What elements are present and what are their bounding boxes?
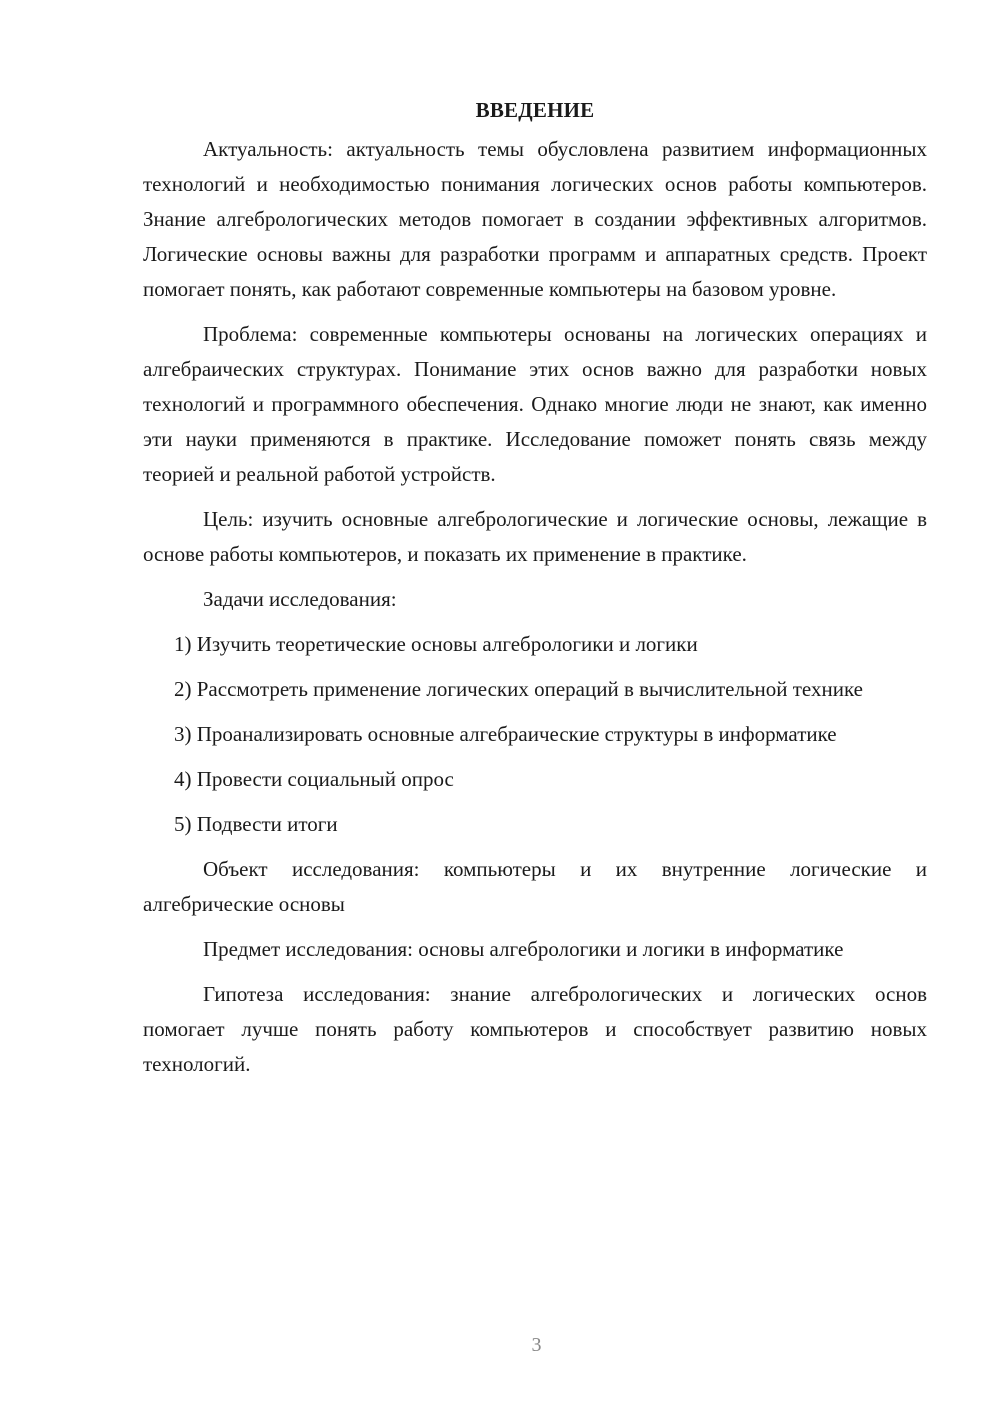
tasks-heading: Задачи исследования: — [203, 587, 397, 611]
page-number: 3 — [531, 1334, 542, 1356]
object-paragraph: Объект исследования: компьютеры и их внутренние логические и алгебрические основы — [143, 857, 927, 916]
task-item: 1) Изучить теоретические основы алгебрологики и логики — [174, 632, 698, 656]
subject-paragraph: Предмет исследования: основы алгебрологики и логики в информатике — [203, 937, 844, 961]
task-item: 2) Рассмотреть применение логических операций в вычислительной технике — [174, 677, 863, 701]
task-item: 3) Проанализировать основные алгебраические структуры в информатике — [174, 722, 837, 746]
task-item: 4) Провести социальный опрос — [174, 767, 454, 791]
tasks-list — [143, 627, 927, 842]
goal-paragraph: Цель: изучить основные алгебрологические и логические основы, лежащие в основе работы компьютеров, и показать их применение в практике. — [143, 507, 927, 566]
section-title: ВВЕДЕНИЕ — [475, 98, 595, 122]
relevance-paragraph: Актуальность: актуальность темы обусловлена развитием информационных технологий и необходимостью понимания логических основ работы компьютеров. Знание алгебрологических методов помогает в создании эффективных алгоритмов. Логические основы важны для разработки программ и аппаратных средств. Проект помогает понять, как работают современные компьютеры на базовом уровне. — [143, 137, 927, 301]
hypothesis-paragraph: Гипотеза исследования: знание алгебрологических и логических основ помогает лучше понять работу компьютеров и способствует развитию новых технологий. — [143, 982, 927, 1076]
task-item: 5) Подвести итоги — [174, 812, 338, 836]
problem-paragraph: Проблема: современные компьютеры основаны на логических операциях и алгебраических структурах. Понимание этих основ важно для разработки новых технологий и программного обеспечения. Однако многие люди не знают, как именно эти науки применяются в практике. Исследование поможет понять связь между теорией и реальной работой устройств. — [143, 322, 927, 486]
